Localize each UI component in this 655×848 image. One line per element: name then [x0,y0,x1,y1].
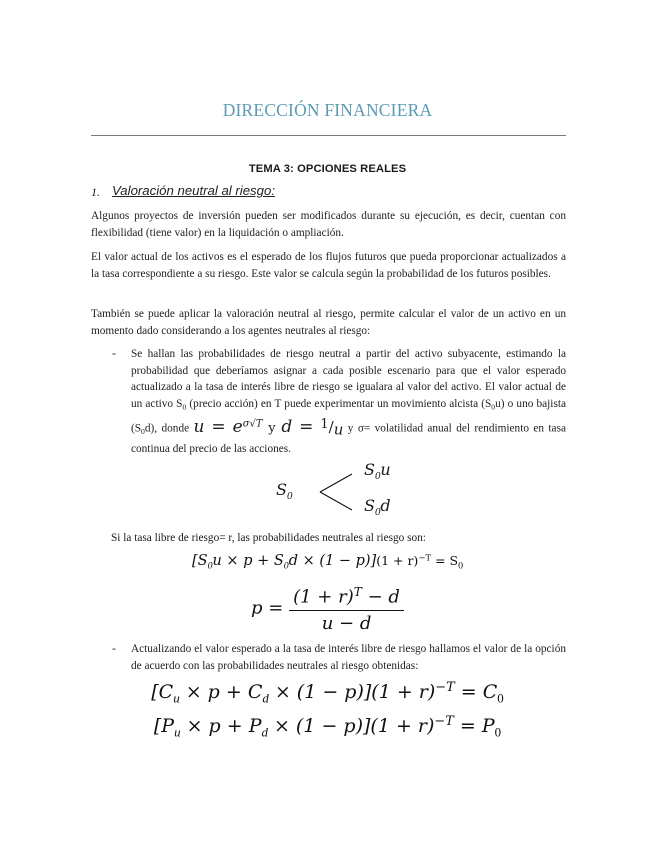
bullet1-text-b: (precio acción) en T puede experimentar un movimiento alcista (S [186,397,492,410]
section-title-text: Valoración neutral al riesgo [112,183,272,198]
paragraph-present-value: El valor actual de los activos es el esperado de los flujos futuros que pueda proporcionar actualizados a la tasa correspondiente a su riesgo. Este valor se calcula según la probabilidad de los futuros posibles. [91,251,566,281]
put-sub-d: d [261,724,268,740]
put-part-d: = P [453,715,495,738]
p-num-exp: T [353,585,362,599]
eq1-sub-1: 0 [207,560,213,572]
bullet-option-value: Actualizando el valor esperado a la tasa de interés libre de riesgo hallamos el valor de la opción de acuerdo con las probabilidades neutrales al riesgo obtenidas: [131,643,566,672]
tree-down-s: S [364,496,375,515]
put-part-c: × (1 − p)](1 + r) [267,715,435,738]
formula-d: d = [281,416,321,437]
eq1-part-c: d × (1 − p)] [288,553,377,569]
tree-down-d: d [380,496,391,515]
section-title-colon: : [271,183,275,198]
eq1-sub-3: 0 [458,560,464,572]
call-part-c: × (1 − p)](1 + r) [268,681,436,704]
paragraph-risk-neutral: También se puede aplicar la valoración neutral al riesgo, permite calcular el valor de un activo en un momento dado considerando a los agentes neutrales al riesgo: [91,308,566,338]
tree-root-sub: 0 [286,489,293,502]
call-sub-d: d [262,690,269,706]
put-sub-0: 0 [494,724,502,740]
call-exponent: −T [435,680,455,695]
binomial-tree-branches [318,472,354,512]
put-part-b: × p + P [180,715,262,738]
bullet1-text-d: d), donde [144,422,194,435]
formula-y: y [262,420,282,436]
tree-down-sub: 0 [374,505,381,518]
eq1-part-d: (1 + r) [376,553,419,568]
call-part-d: = C [454,681,498,704]
put-part-a: [P [153,715,175,738]
put-exponent: −T [434,714,454,729]
tree-up-sub: 0 [374,469,381,482]
formula-d-num: 1 [320,416,329,432]
bullet-marker-1: - [112,346,116,360]
topic-title: TEMA 3: OPCIONES REALES [248,163,407,175]
eq1-sub-2: 0 [283,560,289,572]
section-title [112,183,275,198]
formula-u: u = e [193,416,243,437]
eq1-exponent: −T [418,553,432,564]
tree-up-u: u [380,460,391,479]
p-numerator [289,585,404,611]
call-sub-u: u [173,690,180,706]
formula-d-den: u [333,419,344,438]
risk-free-rate-text: Si la tasa libre de riesgo= r, las probabilidades neutrales al riesgo son: [111,532,426,544]
bullet1-sub-0b: 0 [491,402,496,412]
tree-up-s: S [364,460,375,479]
equation-valuation [0,553,655,571]
formula-u-exponent: σ√T [242,418,263,430]
eq1-part-e: = S [431,553,459,568]
bullet1-sub-0: 0 [182,402,187,412]
bullet1-text-a: Se hallan las probabilidades de riesgo neutral a partir del activo subyacente, estimando la probabilidad que deberíamos asignar a cada posible escenario para que el valor esperado actualizado a la tasa de interés libre de riesgo se igualara al valor del activo. El valor actual de un activo S [131,348,566,410]
p-num-a: (1 + r) [293,586,354,608]
page-header-title: DIRECCIÓN FINANCIERA [222,100,433,120]
tree-down-node [364,496,391,518]
p-fraction [289,585,404,634]
paragraph-flexibility: Algunos proyectos de inversión pueden ser modificados durante su ejecución, es decir, cuentan con flexibilidad (tiene valor) en la liquidación o ampliación. [91,210,566,240]
bullet1-text-e: y σ= volatilidad anual del rendimiento en tasa continua del precio de las acciones. [131,422,566,455]
bullet1-sub-0c: 0 [141,427,145,437]
p-denominator: u − d [321,612,372,634]
equation-probability [0,585,655,634]
tree-up-node [364,460,391,482]
bullet-risk-neutral-probabilities [131,346,566,457]
header-divider [91,135,566,136]
p-num-b: − d [361,586,400,608]
equation-put-value [0,714,655,741]
section-number: 1. [91,185,100,199]
formula-u-d: $u = e^{\sigma√T}$ y d = $^1$/u [193,416,344,438]
tree-root-s0 [276,480,292,502]
bullet1-text-c: u) o uno bajista (S [131,397,566,435]
put-sub-u: u [174,724,181,740]
p-lhs: p = [251,597,290,619]
equation-call-value [0,680,655,707]
call-sub-0: 0 [497,690,504,706]
call-part-b: × p + C [179,681,263,704]
tree-root-s: S [276,480,287,499]
call-part-a: [C [151,681,174,704]
eq1-part-a: [S [191,553,208,569]
bullet-marker-2: - [112,641,116,655]
eq1-part-b: u × p + S [212,553,284,569]
